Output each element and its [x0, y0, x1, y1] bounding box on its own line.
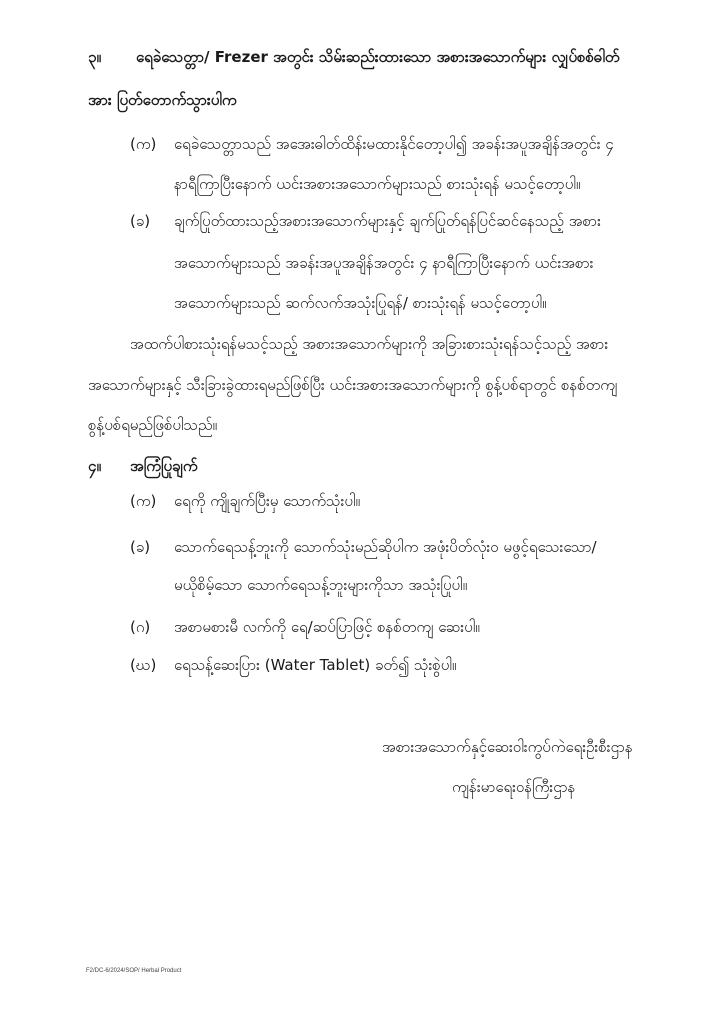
- advice-ga-line1: အစာမစားမီ လက်ကို ရေ/ဆပ်ပြာဖြင့် စနစ်တကျ ဆေးပါ။: [174, 618, 480, 636]
- signature-department: အစားအသောက်နှင့်ဆေးဝါးကွပ်ကဲရေးဦးစီးဌာန: [382, 738, 633, 756]
- item-marker-kha: (ခ): [130, 212, 151, 230]
- advice-kha-line2: မယိုစိမ့်သော သောက်ရေသန့်ဘူးများကိုသာ အသုံးပြုပါ။: [174, 576, 468, 594]
- item-kha-line3: အသောက်များသည် ဆက်လက်အသုံးပြုရန်/ စားသုံးရန် မသင့်တော့ပါ။: [174, 294, 547, 312]
- section-4-heading: အကြံပြုချက်: [130, 457, 198, 475]
- advice-ka-line1: ရေကို ကျိုချက်ပြီးမှ သောက်သုံးပါ။: [174, 492, 361, 510]
- advice-marker-ga: (ဂ): [130, 618, 151, 636]
- item-marker-ka: (က): [130, 135, 157, 153]
- item-ka-line1: ရေခဲသေတ္တာသည် အအေးဓါတ်ထိန်းမထားနိုင်တော့ပါ၍ အခန်းအပူအချိန်အတွင်း ၄: [174, 135, 614, 153]
- section-3-number: ၃။: [88, 48, 101, 66]
- item-kha-line2: အသောက်များသည် အခန်းအပူအချိန်အတွင်း ၄ နာရီကြာပြီးနောက် ယင်းအစား: [174, 254, 594, 272]
- section-3-heading-line2: အား ပြတ်တောက်သွားပါက: [88, 91, 237, 109]
- item-ka-line2: နာရီကြာပြီးနောက် ယင်းအစားအသောက်များသည် စားသုံးရန် မသင့်တော့ပါ။: [174, 175, 581, 193]
- advice-kha-line1: သောက်ရေသန့်ဘူးကို သောက်သုံးမည်ဆိုပါက အဖုံးပိတ်လုံးဝ မဖွင့်ရသေးသော/: [174, 538, 597, 556]
- paragraph-line1: အထက်ပါစားသုံးရန်မသင့်သည့် အစားအသောက်များကို အခြားစားသုံးရန်သင့်သည့် အစား: [130, 335, 609, 353]
- section-4-number: ၄။: [88, 457, 101, 475]
- section-3-heading-line1: ရေခဲသေတ္တာ/ Frezer အတွင်း သိမ်းဆည်းထားသော အစားအသောက်များ လျှပ်စစ်ဓါတ်: [136, 48, 620, 66]
- advice-marker-ka: (က): [130, 492, 157, 510]
- advice-gha-line1: ရေသန့်ဆေးပြား (Water Tablet) ခတ်၍ သုံးစွဲပါ။: [174, 656, 457, 674]
- item-kha-line1: ချက်ပြုတ်ထားသည့်အစားအသောက်များနှင့် ချက်ပြုတ်ရန်ပြင်ဆင်နေသည့် အစား: [174, 212, 601, 230]
- paragraph-line3: စွန့်ပစ်ရမည်ဖြစ်ပါသည်။: [88, 416, 218, 434]
- paragraph-line2: အသောက်များနှင့် သီးခြားခွဲထားရမည်ဖြစ်ပြီး ယင်းအစားအသောက်များကို စွန့်ပစ်ရာတွင် စနစ်တကျ: [88, 376, 618, 394]
- document-code-footer: F2/DC-6/2024/SOP/ Herbal Product: [86, 968, 182, 974]
- advice-marker-gha: (ဃ): [130, 656, 157, 674]
- signature-ministry: ကျန်းမာရေးဝန်ကြီးဌာန: [452, 778, 576, 796]
- advice-marker-kha: (ခ): [130, 538, 151, 556]
